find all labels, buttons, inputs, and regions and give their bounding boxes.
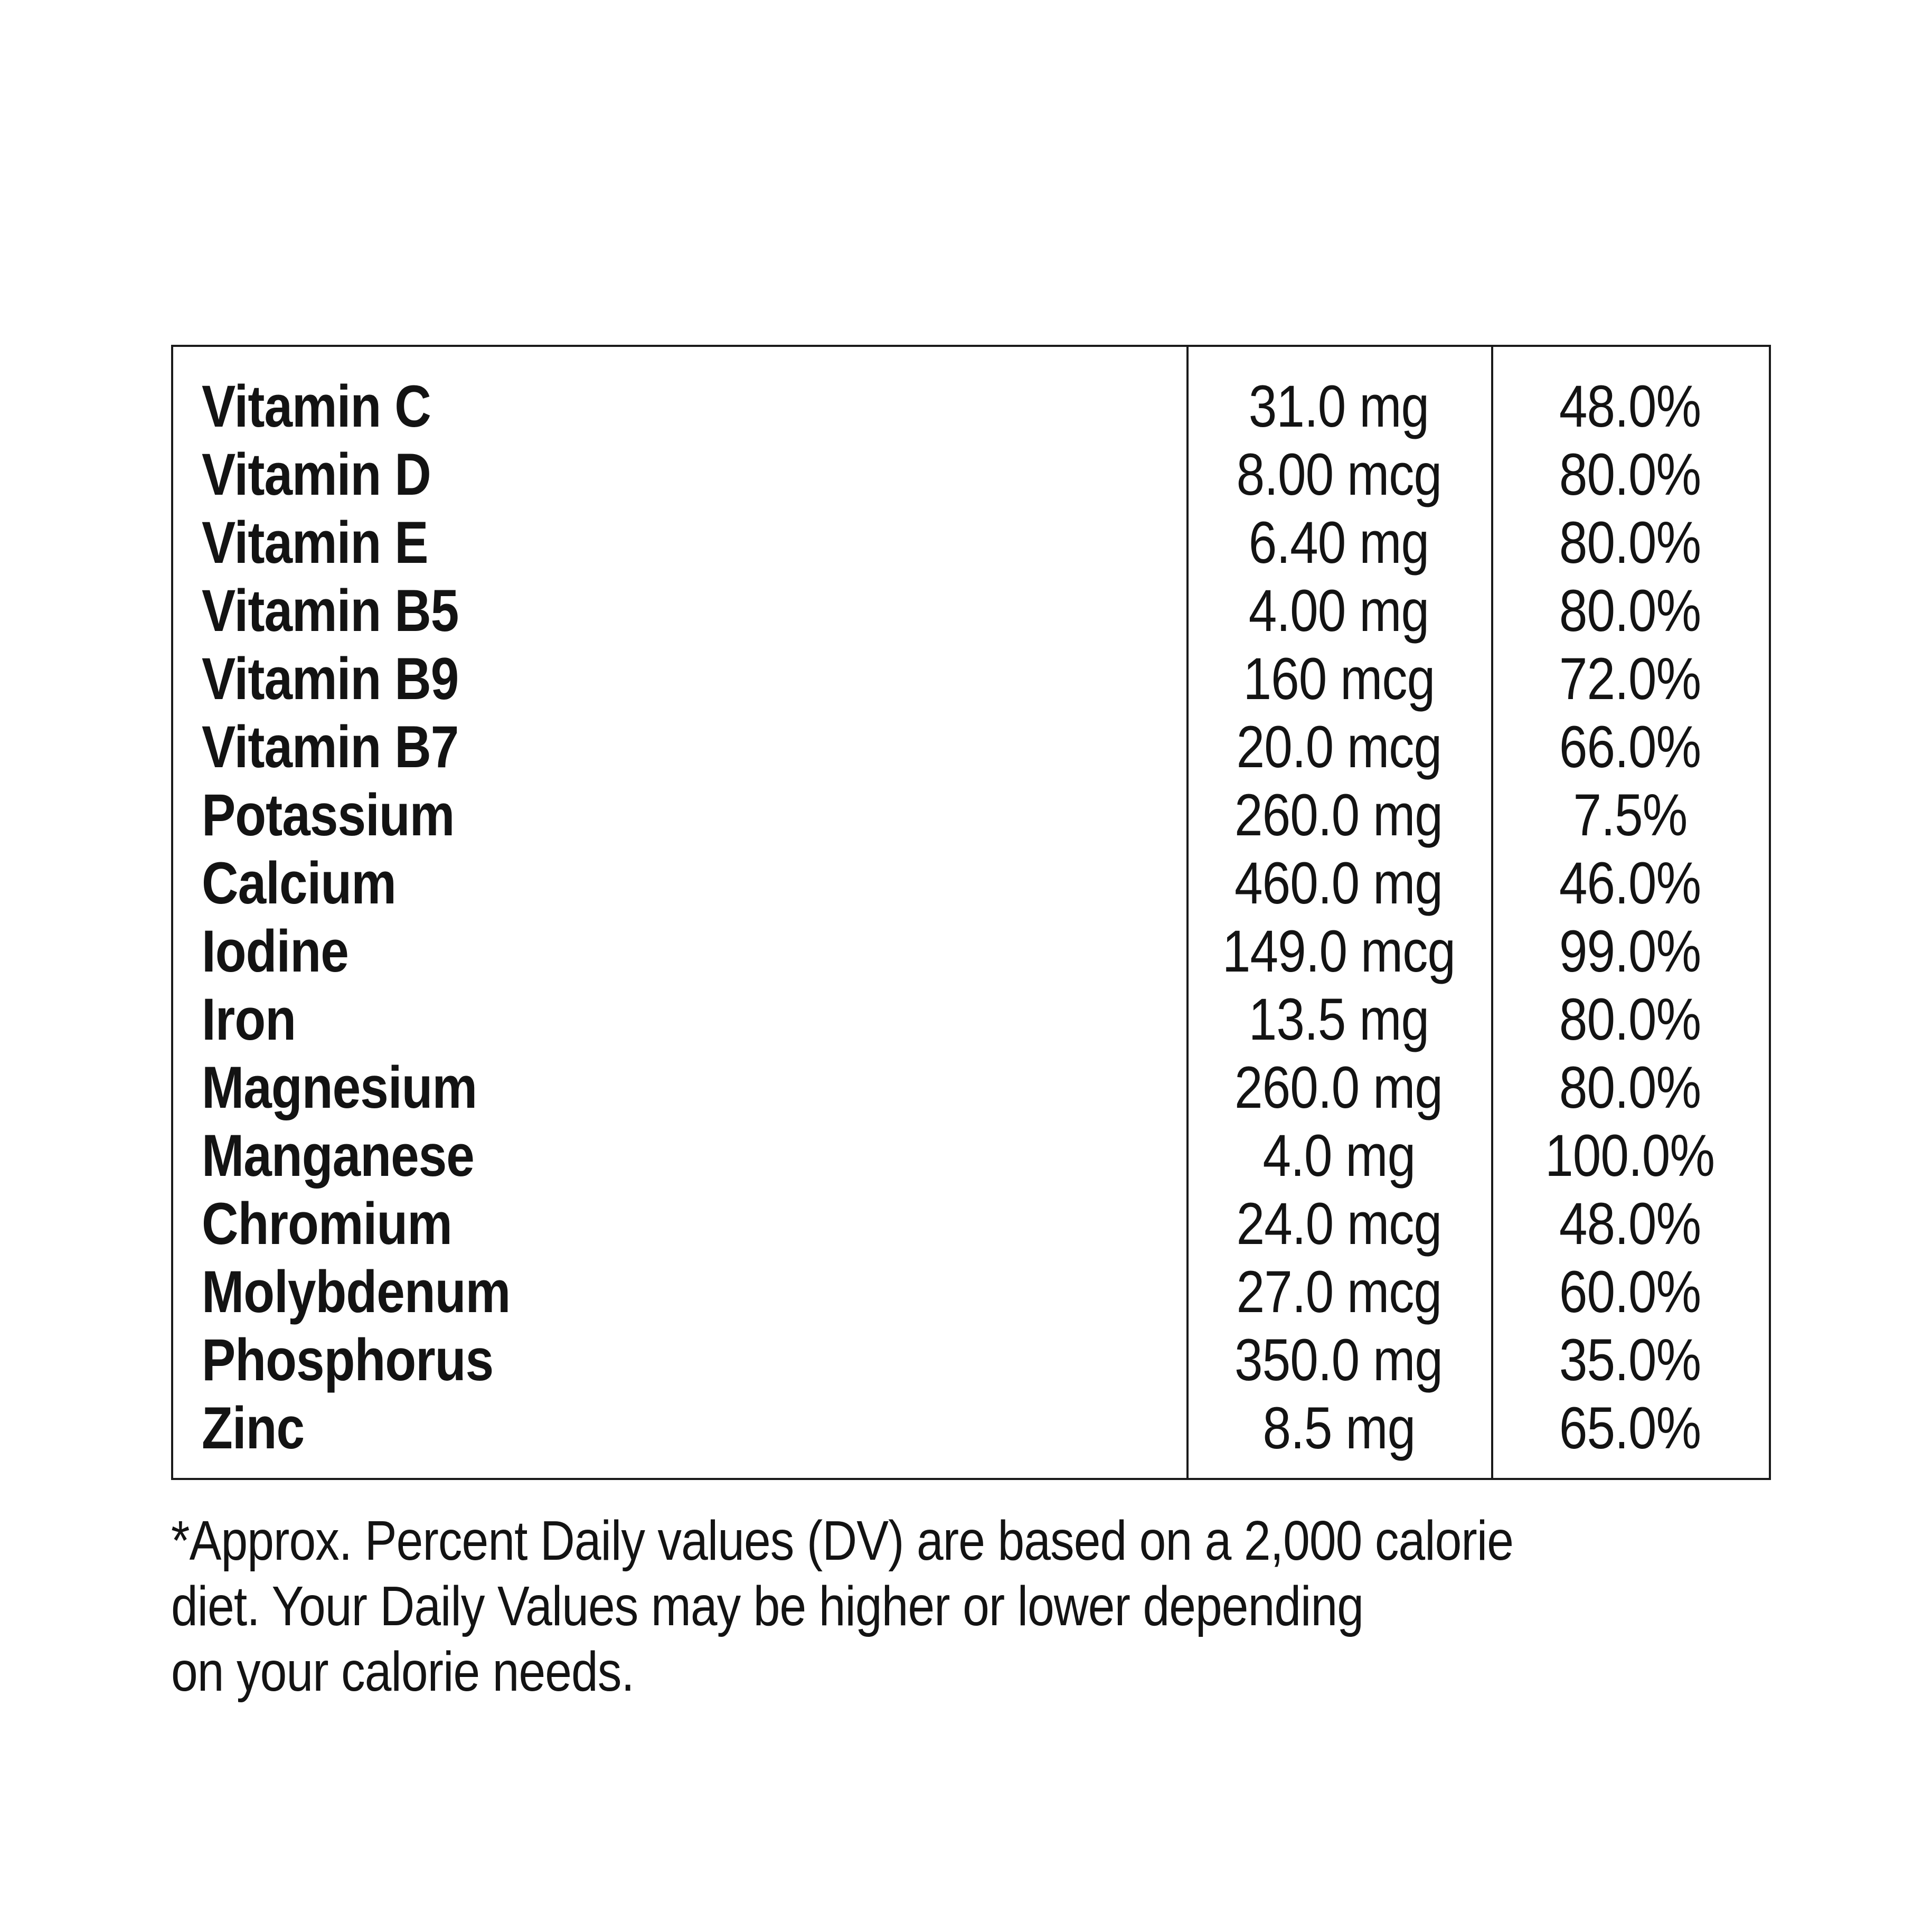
nutrient-daily-value: 72.0%: [1559, 646, 1701, 712]
table-row: [173, 781, 1769, 849]
nutrient-amount-cell: [1186, 849, 1491, 917]
nutrient-name: Potassium: [202, 782, 455, 848]
table-row: [173, 1394, 1769, 1462]
nutrient-amount: 8.5 mg: [1262, 1395, 1415, 1461]
nutrient-amount-cell: [1186, 1258, 1491, 1326]
nutrient-amount-cell: [1186, 508, 1491, 577]
nutrient-amount-cell: [1186, 713, 1491, 781]
nutrient-amount: 8.00 mcg: [1236, 441, 1441, 507]
nutrient-daily-value-cell: [1491, 781, 1769, 849]
nutrient-name: Iron: [202, 986, 296, 1052]
nutrient-amount: 350.0 mg: [1234, 1327, 1443, 1393]
nutrient-amount: 149.0 mcg: [1222, 918, 1456, 984]
table-row: [173, 440, 1769, 508]
footnote-line-row: [171, 1639, 1732, 1704]
nutrient-daily-value-cell: [1491, 508, 1769, 577]
table-row: [173, 508, 1769, 577]
nutrient-name: Vitamin B7: [202, 714, 459, 780]
nutrient-daily-value-cell: [1491, 849, 1769, 917]
table-row: [173, 1190, 1769, 1258]
nutrient-amount: 4.0 mg: [1262, 1123, 1415, 1189]
nutrient-amount-cell: [1186, 1394, 1491, 1462]
nutrient-amount: 20.0 mcg: [1236, 714, 1441, 780]
nutrient-daily-value-cell: [1491, 372, 1769, 440]
nutrient-amount-cell: [1186, 1121, 1491, 1190]
nutrient-name-cell: [173, 645, 1186, 713]
nutrient-name: Chromium: [202, 1191, 452, 1257]
nutrient-amount-cell: [1186, 1053, 1491, 1121]
nutrient-daily-value-cell: [1491, 713, 1769, 781]
nutrient-name-cell: [173, 440, 1186, 508]
nutrient-rows: [173, 347, 1769, 1462]
table-row: [173, 849, 1769, 917]
table-row: [173, 372, 1769, 440]
nutrient-daily-value-cell: [1491, 1190, 1769, 1258]
nutrient-daily-value: 80.0%: [1559, 578, 1701, 644]
nutrient-daily-value-cell: [1491, 917, 1769, 985]
nutrient-daily-value: 48.0%: [1559, 1191, 1701, 1257]
nutrient-name: Phosphorus: [202, 1327, 494, 1393]
footnote-line: *Approx. Percent Daily values (DV) are based on a 2,000 calorie: [171, 1510, 1514, 1572]
table-row: [173, 985, 1769, 1053]
nutrient-amount: 24.0 mcg: [1236, 1191, 1441, 1257]
nutrient-daily-value: 35.0%: [1559, 1327, 1701, 1393]
nutrient-name-cell: [173, 1053, 1186, 1121]
footnote-line-row: [171, 1508, 1732, 1573]
nutrient-daily-value: 7.5%: [1573, 782, 1687, 848]
nutrient-name-cell: [173, 372, 1186, 440]
nutrient-daily-value-cell: [1491, 645, 1769, 713]
nutrient-daily-value: 99.0%: [1559, 918, 1701, 984]
nutrient-name-cell: [173, 508, 1186, 577]
nutrient-daily-value: 60.0%: [1559, 1259, 1701, 1325]
nutrient-name: Vitamin E: [202, 510, 428, 576]
nutrient-amount: 4.00 mg: [1248, 578, 1429, 644]
nutrient-name-cell: [173, 1190, 1186, 1258]
table-row: [173, 1258, 1769, 1326]
nutrition-facts-table: [171, 345, 1771, 1480]
nutrient-amount-cell: [1186, 985, 1491, 1053]
table-row: [173, 1326, 1769, 1394]
nutrient-amount-cell: [1186, 577, 1491, 645]
nutrient-name-cell: [173, 1258, 1186, 1326]
nutrient-amount-cell: [1186, 440, 1491, 508]
nutrient-name: Molybdenum: [202, 1259, 511, 1325]
nutrient-name-cell: [173, 577, 1186, 645]
nutrient-name-cell: [173, 1326, 1186, 1394]
footnote-line-row: [171, 1573, 1732, 1639]
nutrient-name: Manganese: [202, 1123, 474, 1189]
nutrient-amount: 31.0 mg: [1248, 373, 1429, 439]
nutrient-daily-value-cell: [1491, 1258, 1769, 1326]
nutrient-name-cell: [173, 849, 1186, 917]
nutrient-daily-value: 100.0%: [1545, 1123, 1715, 1189]
nutrient-daily-value: 80.0%: [1559, 441, 1701, 507]
nutrient-name: Calcium: [202, 850, 396, 916]
daily-value-footnote: [171, 1508, 1732, 1704]
nutrient-daily-value: 48.0%: [1559, 373, 1701, 439]
nutrient-daily-value-cell: [1491, 985, 1769, 1053]
nutrient-name: Vitamin D: [202, 441, 431, 507]
nutrient-amount: 13.5 mg: [1248, 986, 1429, 1052]
footnote-line: on your calorie needs.: [171, 1641, 634, 1703]
nutrient-daily-value-cell: [1491, 1326, 1769, 1394]
nutrient-name-cell: [173, 1121, 1186, 1190]
nutrient-name: Zinc: [202, 1395, 305, 1461]
nutrient-daily-value: 46.0%: [1559, 850, 1701, 916]
nutrient-amount: 260.0 mg: [1234, 782, 1443, 848]
nutrient-name-cell: [173, 1394, 1186, 1462]
nutrient-amount: 27.0 mcg: [1236, 1259, 1441, 1325]
nutrient-daily-value-cell: [1491, 1053, 1769, 1121]
nutrient-name: Vitamin C: [202, 373, 431, 439]
nutrient-daily-value-cell: [1491, 1394, 1769, 1462]
table-row: [173, 577, 1769, 645]
nutrient-amount-cell: [1186, 917, 1491, 985]
table-row: [173, 917, 1769, 985]
footnote-line: diet. Your Daily Values may be higher or lower depending: [171, 1575, 1364, 1637]
nutrient-amount: 160 mcg: [1243, 646, 1435, 712]
nutrient-amount-cell: [1186, 645, 1491, 713]
nutrient-name: Vitamin B5: [202, 578, 459, 644]
nutrient-name: Magnesium: [202, 1054, 477, 1120]
nutrient-name-cell: [173, 781, 1186, 849]
nutrient-daily-value: 66.0%: [1559, 714, 1701, 780]
nutrient-daily-value-cell: [1491, 577, 1769, 645]
nutrient-daily-value: 65.0%: [1559, 1395, 1701, 1461]
nutrient-name: Vitamin B9: [202, 646, 459, 712]
nutrient-amount-cell: [1186, 1190, 1491, 1258]
nutrient-amount: 6.40 mg: [1248, 510, 1429, 576]
nutrient-name: Iodine: [202, 918, 348, 984]
nutrient-name-cell: [173, 985, 1186, 1053]
nutrient-name-cell: [173, 713, 1186, 781]
nutrient-daily-value-cell: [1491, 1121, 1769, 1190]
nutrient-name-cell: [173, 917, 1186, 985]
nutrient-daily-value: 80.0%: [1559, 510, 1701, 576]
nutrient-amount-cell: [1186, 781, 1491, 849]
table-row: [173, 1053, 1769, 1121]
table-row: [173, 1121, 1769, 1190]
nutrient-amount-cell: [1186, 1326, 1491, 1394]
table-row: [173, 645, 1769, 713]
nutrient-amount: 460.0 mg: [1234, 850, 1443, 916]
nutrient-amount-cell: [1186, 372, 1491, 440]
nutrient-daily-value-cell: [1491, 440, 1769, 508]
nutrient-amount: 260.0 mg: [1234, 1054, 1443, 1120]
nutrient-daily-value: 80.0%: [1559, 1054, 1701, 1120]
table-row: [173, 713, 1769, 781]
nutrient-daily-value: 80.0%: [1559, 986, 1701, 1052]
